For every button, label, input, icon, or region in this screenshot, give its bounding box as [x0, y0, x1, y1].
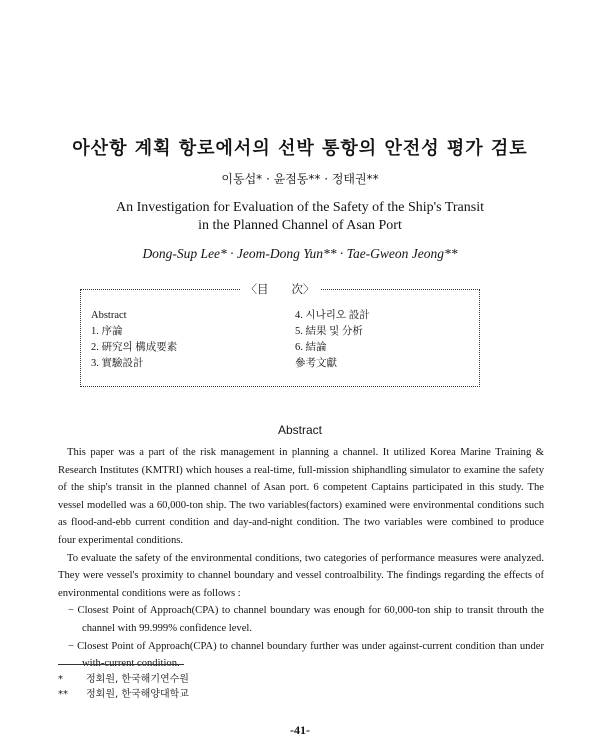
- toc-item: 5. 結果 및 分析: [295, 326, 363, 337]
- footnote-mark: **: [58, 689, 68, 700]
- toc-item: 參考文獻: [295, 358, 337, 369]
- abstract-paragraph: This paper was a part of the risk management in planning a channel. It utilized Korea Marine Training & Research Institutes (KMTRI) which houses a real-time, full-mission shiphandling simulator to examine the safety of the ship's transit in the planned channel of Asan port. 6 competent Captains participated in this study. The vessel modelled was a 60,000-ton ship. The two variables(factors) examined were environmental conditions such as flood-and-ebb current condition and day-and-night condition. The two variables were combined to produce four experimental conditions.: [58, 447, 544, 546]
- english-title-line1: An Investigation for Evaluation of the Safety of the Ship's Transit: [115, 200, 485, 215]
- toc-item: 4. 시나리오 設計: [295, 310, 370, 321]
- abstract-bullet: − Closest Point of Approach(CPA) to channel boundary was enough for 60,000-ton ship to transit throuth the channel with 99.999% confidence level.: [68, 605, 544, 634]
- footnote-text: 정회원, 한국해기연수원: [86, 674, 189, 685]
- english-authors: Dong-Sup Lee* · Jeom-Dong Yun** · Tae-Gweon Jeong**: [142, 246, 458, 261]
- footnote-text: 정회원, 한국해양대학교: [86, 689, 189, 700]
- footnote-mark: *: [58, 674, 63, 685]
- footnote-divider: [58, 664, 184, 665]
- abstract-body: [58, 444, 544, 673]
- footnotes: [58, 672, 189, 702]
- toc-item: 3. 實驗設計: [91, 358, 144, 369]
- english-title-line2: in the Planned Channel of Asan Port: [198, 218, 402, 233]
- abstract-bullet: − Closest Point of Approach(CPA) to channel boundary further was under against-current condition than under with-current condition.: [68, 640, 544, 670]
- abstract-heading: Abstract: [277, 423, 322, 437]
- footnote: [58, 672, 189, 687]
- toc-item: 1. 序論: [91, 326, 123, 337]
- footnote: [58, 687, 189, 702]
- page-number: -41-: [290, 723, 310, 737]
- toc-item: Abstract: [91, 310, 127, 321]
- korean-authors: 이동섭* · 윤점동** · 정태권**: [221, 172, 379, 186]
- table-of-contents: [80, 284, 480, 387]
- abstract-paragraph: To evaluate the safety of the environmental conditions, two categories of performance measures were analyzed. They were vessel's proximity to channel boundary and vessel controalbility. The findings regarding the effects of environmental conditions were as follows :: [58, 552, 544, 599]
- toc-right-column: [295, 308, 370, 372]
- toc-item: 6. 結論: [295, 342, 327, 353]
- toc-item: 2. 硏究의 構成要素: [91, 342, 178, 353]
- toc-left-column: [91, 308, 177, 372]
- korean-title: 아산항 계획 항로에서의 선박 통항의 안전성 평가 검토: [72, 138, 528, 159]
- toc-heading: 〈目 次〉: [81, 281, 479, 297]
